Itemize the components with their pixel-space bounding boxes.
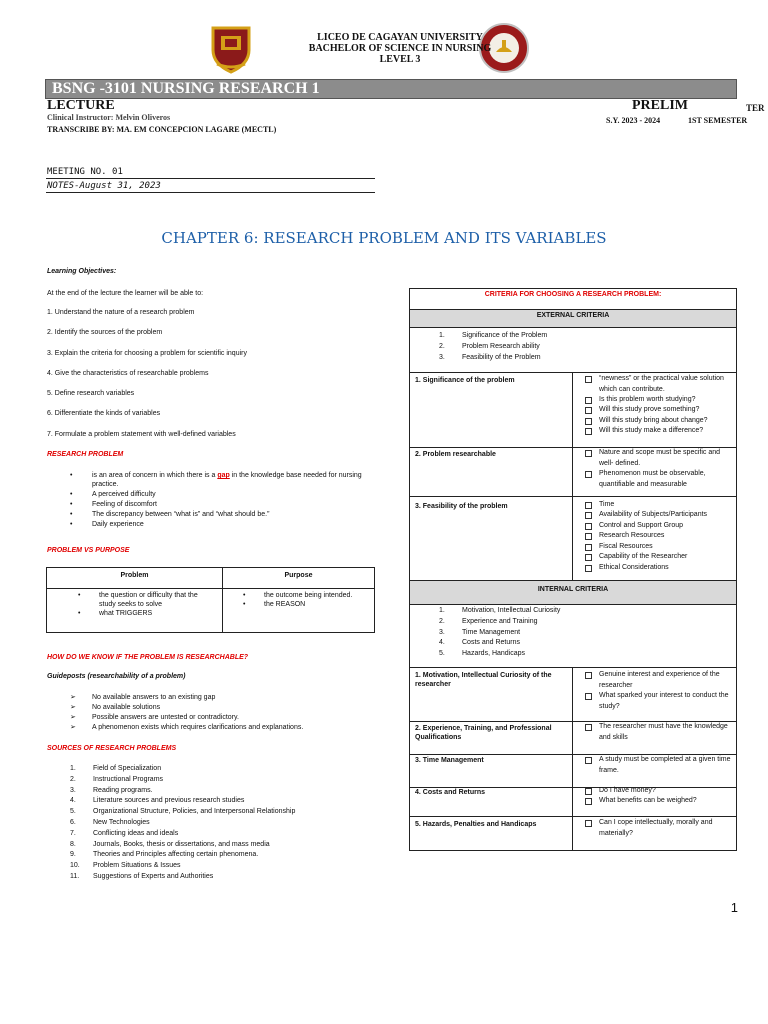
list-item: 2. Problem Research ability bbox=[439, 342, 540, 350]
criteria-title: CRITERIA FOR CHOOSING A RESEARCH PROBLEM: bbox=[484, 291, 662, 298]
problem-cell bbox=[78, 591, 211, 618]
objective-item: 6. Differentiate the kinds of variables bbox=[47, 410, 161, 417]
objective-item: 2. Identify the sources of the problem bbox=[47, 329, 163, 336]
list-item: 4. Costs and Returns bbox=[439, 639, 520, 647]
list-item: ➢ No available solutions bbox=[70, 704, 161, 711]
list-item: • A perceived difficulty bbox=[70, 491, 156, 498]
list-item: • The discrepancy between “what is” and “what should be.” bbox=[70, 511, 270, 518]
checkbox-item: Can I cope intellectually, morally and materially? bbox=[599, 818, 734, 839]
research-problem-heading: RESEARCH PROBLEM bbox=[47, 451, 124, 458]
criteria-row-label: 2. Problem researchable bbox=[415, 451, 496, 458]
list-item: 3. Feasibility of the Problem bbox=[439, 353, 541, 361]
checkbox-item: A study must be completed at a given time frame. bbox=[599, 755, 734, 776]
research-problem-list bbox=[70, 471, 362, 529]
checkbox-item: Genuine interest and experience of the researcher bbox=[599, 670, 734, 691]
list-item: • Feeling of discomfort bbox=[70, 501, 157, 508]
problem-vs-purpose-heading: PROBLEM VS PURPOSE bbox=[47, 547, 130, 554]
university-name: LICEO DE CAGAYAN UNIVERSITY bbox=[317, 32, 483, 43]
list-item: ➢ Possible answers are untested or contradictory. bbox=[70, 714, 239, 721]
criteria-row-label: 2. Experience, Training, and Professional Qualifications bbox=[415, 725, 552, 741]
list-item: 2. Experience and Training bbox=[439, 617, 538, 625]
list-item: 8. Journals, Books, thesis or dissertations, and mass media bbox=[70, 840, 270, 848]
objective-item: 7. Formulate a problem statement with well-defined variables bbox=[47, 431, 236, 438]
checkbox-item: Research Resources bbox=[599, 531, 734, 542]
checkbox-item: Fiscal Resources bbox=[599, 542, 734, 553]
checkbox-item: Time bbox=[599, 500, 734, 511]
left-logo bbox=[207, 24, 255, 79]
purpose-cell bbox=[243, 591, 372, 609]
list-item: 4. Literature sources and previous research studies bbox=[70, 797, 245, 805]
objective-item: 3. Explain the criteria for choosing a problem for scientific inquiry bbox=[47, 350, 247, 357]
guideposts-heading: Guideposts (researchability of a problem) bbox=[47, 673, 186, 680]
table-header-purpose: Purpose bbox=[284, 572, 313, 579]
checkbox-item: Control and Support Group bbox=[599, 521, 734, 532]
table-header-problem: Problem bbox=[120, 572, 149, 579]
list-item: 10. Problem Situations & Issues bbox=[70, 862, 181, 870]
internal-criteria-title: INTERNAL CRITERIA bbox=[537, 586, 609, 593]
list-item: 5. Organizational Structure, Policies, and Interpersonal Relationship bbox=[70, 808, 296, 816]
problem-purpose-table bbox=[46, 567, 375, 633]
list-item: • the question or difficulty that the study seeks to solve bbox=[78, 592, 198, 608]
external-criteria-list bbox=[439, 331, 712, 363]
program-name: BACHELOR OF SCIENCE IN NURSING bbox=[308, 43, 492, 54]
criteria-row-label: 5. Hazards, Penalties and Handicaps bbox=[415, 821, 537, 828]
checkbox-item: Availability of Subjects/Participants bbox=[599, 510, 734, 521]
list-item: • the outcome being intended. bbox=[243, 592, 353, 599]
list-item: 1. Significance of the Problem bbox=[439, 332, 548, 339]
objective-item: 1. Understand the nature of a research problem bbox=[47, 309, 195, 316]
researchable-heading: HOW DO WE KNOW IF THE PROBLEM IS RESEARCHABLE? bbox=[47, 654, 249, 661]
checkbox-item: Will this study bring about change? bbox=[599, 416, 734, 427]
internal-criteria-list bbox=[439, 606, 712, 660]
external-criteria-title: EXTERNAL CRITERIA bbox=[536, 312, 610, 319]
checkbox-item: Capability of the Researcher bbox=[599, 552, 734, 563]
list-item: 2. Instructional Programs bbox=[70, 775, 164, 783]
objectives-heading: Learning Objectives: bbox=[47, 268, 117, 275]
list-item: 3. Reading programs. bbox=[70, 786, 153, 794]
checkbox-item: Phenomenon must be observable, quantifiable and measurable bbox=[599, 469, 734, 490]
list-item: 7. Conflicting ideas and ideals bbox=[70, 829, 179, 837]
checkbox-item: Do I have money? bbox=[599, 786, 734, 797]
transcriber-line: TRANSCRIBE BY: MA. EM CONCEPCION LAGARE (MECTL) bbox=[47, 125, 277, 134]
term-suffix: TER bbox=[746, 103, 765, 113]
list-item: • the REASON bbox=[243, 601, 306, 608]
criteria-row-label: 3. Feasibility of the problem bbox=[415, 503, 508, 510]
criteria-row-label: 4. Costs and Returns bbox=[415, 789, 486, 796]
divider bbox=[46, 192, 375, 193]
checkbox-item: Ethical Considerations bbox=[599, 563, 734, 574]
sources-list bbox=[70, 764, 373, 883]
checkbox-item: The researcher must have the knowledge and skills bbox=[599, 722, 734, 743]
course-title: BSNG -3101 NURSING RESEARCH 1 bbox=[52, 80, 320, 97]
objective-item: 4. Give the characteristics of researchable problems bbox=[47, 370, 209, 377]
lecture-label: LECTURE bbox=[47, 98, 115, 113]
objectives-intro: At the end of the lecture the learner will be able to: bbox=[47, 290, 204, 297]
instructor-line: Clinical Instructor: Melvin Oliveros bbox=[47, 113, 171, 122]
checkbox-item: Is this problem worth studying? bbox=[599, 395, 734, 406]
list-item: ➢ A phenomenon exists which requires clarifications and explanations. bbox=[70, 724, 304, 731]
checkbox-item: Will this study prove something? bbox=[599, 405, 734, 416]
page-number: 1 bbox=[730, 900, 738, 915]
divider bbox=[46, 178, 375, 179]
list-item: • Daily experience bbox=[70, 521, 144, 528]
list-item: 11. Suggestions of Experts and Authorities bbox=[70, 872, 214, 880]
criteria-row-label: 1. Significance of the problem bbox=[415, 377, 515, 384]
guideposts-list bbox=[70, 693, 372, 732]
criteria-row-label: 3. Time Management bbox=[415, 757, 484, 764]
meeting-number: MEETING NO. 01 bbox=[47, 167, 123, 177]
checkbox-item: Nature and scope must be specific and well- defined. bbox=[599, 448, 734, 469]
term-label: PRELIM bbox=[632, 98, 688, 113]
list-item: 6. New Technologies bbox=[70, 818, 150, 826]
chapter-title: CHAPTER 6: RESEARCH PROBLEM AND ITS VARIABLES bbox=[161, 229, 607, 247]
list-item: • what TRIGGERS bbox=[78, 610, 153, 617]
criteria-table bbox=[409, 288, 737, 851]
list-item: 1. Field of Specialization bbox=[70, 765, 162, 772]
checkbox-item: Will this study make a difference? bbox=[599, 426, 734, 437]
list-item: 3. Time Management bbox=[439, 628, 521, 636]
criteria-row-label: 1. Motivation, Intellectual Curiosity of the researcher bbox=[415, 672, 552, 688]
list-item: 1. Motivation, Intellectual Curiosity bbox=[439, 607, 561, 614]
list-item: • is an area of concern in which there is a gap in the knowledge base needed for nursing practice. bbox=[70, 472, 362, 488]
level-label: LEVEL 3 bbox=[379, 54, 421, 65]
list-item: 9. Theories and Principles affecting certain phenomena. bbox=[70, 851, 259, 859]
checkbox-item: What sparked your interest to conduct the study? bbox=[599, 691, 734, 712]
list-item: ➢ No available answers to an existing gap bbox=[70, 694, 216, 701]
list-item: 5. Hazards, Handicaps bbox=[439, 650, 526, 658]
sources-heading: SOURCES OF RESEARCH PROBLEMS bbox=[47, 745, 177, 752]
checkbox-item: What benefits can be weighed? bbox=[599, 796, 734, 807]
meeting-notes: NOTES-August 31, 2023 bbox=[47, 181, 161, 191]
school-year: S.Y. 2023 - 2024 bbox=[606, 116, 661, 125]
objective-item: 5. Define research variables bbox=[47, 390, 135, 397]
checkbox-item: “newness” or the practical value solution which can contribute. bbox=[599, 374, 734, 395]
semester: 1ST SEMESTER bbox=[688, 116, 748, 125]
